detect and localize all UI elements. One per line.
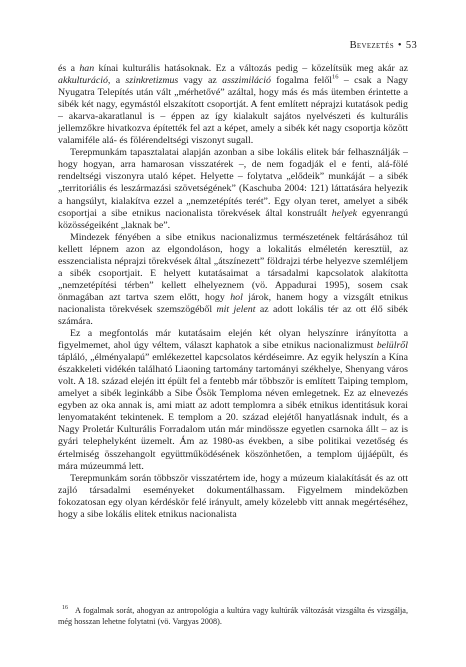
text-run: járok, hanem hogy a vizsgált etnikus nacionalista törekvések szemszögéből — [58, 291, 408, 315]
italic-term: han — [79, 63, 95, 74]
paragraph-2 — [58, 147, 408, 231]
text-run: Terepmunkám során többször visszatértem ide, hogy a múzeum kialakítását és az ott zajló társadalmi eseményeket dokumentálhassam. Figyelmem mindeközben fokozatosan egy olyan kérdéskör felé irányult, amely közelebb vitt annak megértéséhez, hogy a sibe lokális elitek etnikus nacionalista — [58, 472, 408, 520]
paragraph-3 — [58, 232, 408, 328]
page-number: 53 — [405, 40, 417, 51]
italic-term: asszimiláció — [222, 75, 271, 87]
italic-term: szinkretizmus — [125, 75, 179, 87]
text-run: – csak a Nagy Nyugatra Telepítés után vált „mérhetővé” azáltal, hogy más és más ütemben érintette a sibék két nagy, egymástól elszakított csoportját. A fent említett néprajzi kutatások pedig – akarva-akaratlanul is – éppen az így kialakult sajátos nyelvészeti és kulturális jellemzőkre hivatkozva építették fel azt a képet, amely a sibék két nagy csoportja között valamiféle alá- és fölérendeltségi viszonyt sugall. — [58, 75, 408, 147]
paragraph-4 — [58, 328, 408, 473]
text-run: , a — [107, 75, 126, 87]
footnote-ref: 16 — [332, 73, 339, 81]
italic-term: belülről — [376, 340, 408, 352]
running-head — [350, 40, 417, 51]
footnote-number: 16 — [62, 605, 68, 612]
text-run: Ez a megfontolás már kutatásaim elején két olyan helyszínre irányította a figyelmemet, ahol úgy véltem, választ kaphatok a sibe etnikus nacionalizmust — [58, 328, 408, 352]
text-run: tápláló, „élményalapú” emlékezettel kapcsolatos kérdéseimre. Az egyik helyszín a Kína északkeleti vidékén található Liaoning tartomány tartományi székhelye, Shenyang város volt. A 18. század elején itt épült fel a fentebb már többször is említett Taiping templom, amelyet a sibék leginkább a Sibe Ősök Temploma néven emlegetnek. Ez az elnevezés egyben az oka annak is, ami miatt az adott templomra a sibék etnikus identitásuk korai lenyomataként tekintenek. E templom a 20. század elejétől hanyatlásnak indult, és a Nagy Proletár Kulturális Forradalom után már mindössze egyetlen csarnoka állt – az is gyári telephelyként üzemelt. Ám az 1980-as években, a sibe politikai vezetőség és értelmiség összehangolt együttműködésének köszönhetően, a templom újjáépült, és mára múzeummá lett. — [58, 352, 408, 472]
italic-term: helyek — [331, 207, 357, 219]
header-separator: • — [397, 40, 402, 51]
text-run: az adott lokális tér az ott élő sibék számára. — [58, 303, 408, 327]
text-run: vagy az — [178, 75, 223, 87]
italic-term: mit jelent — [216, 303, 256, 315]
text-run: Mindezek fényében a sibe etnikus nacionalizmus természetének feltárásához túl kellett lépnem azon az elgondoláson, hogy a lokalitás elméletén keresztül, az esszencialista néprajzi törekvések által „átszínezett” földrajzi térbe helyezve szemléljem a sibék csoportjait. E helyett kutatásaimat a társadalmi kapcsolatok alakította „nemzetépítési térben” kellett elhelyeznem (vö. Appadurai 1995), sosem csak önmagában azt tartva szem előtt, hogy — [58, 231, 408, 303]
text-run: kínai kulturális hatásoknak. Ez a változás pedig – közelítsük meg akár az — [94, 63, 408, 74]
text-run: fogalma felől — [270, 75, 333, 87]
italic-term: hol — [230, 291, 243, 303]
paragraph-5 — [58, 473, 408, 521]
paragraph-1 — [58, 63, 408, 147]
footnote-text: A fogalmak sorát, ahogyan az antropológia a kultúra vagy kultúrák változását vizsgálta és vizsgálja, még hosszan lehetne folytatni (vö. Vargyas 2008). — [58, 606, 408, 626]
section-title: Bevezetés — [349, 40, 394, 51]
text-run: Terepmunkám tapasztalatai alapján azonban a sibe lokális elitek bár felhasználják – hogy hogyan, arra hamarosan visszatérek –, de nem fogadják el e fenti, alá-fölé rendeltségi viszonyra utaló képet. Helyette – folytatva „elődeik” munkáját – a sibék „territoriális és leszármazási szövetségének” (Kaschuba 2004: 121) láttatására helyezik a hangsúlyt, kialakítva ezzel a „nemzetépítés terét”. Egy olyan teret, amelyet a sibék csoportjai a sibe etnikus nacionalista törekvések által konstruált — [58, 147, 408, 219]
italic-term: akkulturáció — [58, 75, 108, 87]
body-text — [58, 63, 408, 521]
text-run: és a — [58, 63, 80, 74]
text-run: egyenrangú közösségeiként „laknak be”. — [58, 207, 409, 231]
footnote — [58, 606, 408, 627]
